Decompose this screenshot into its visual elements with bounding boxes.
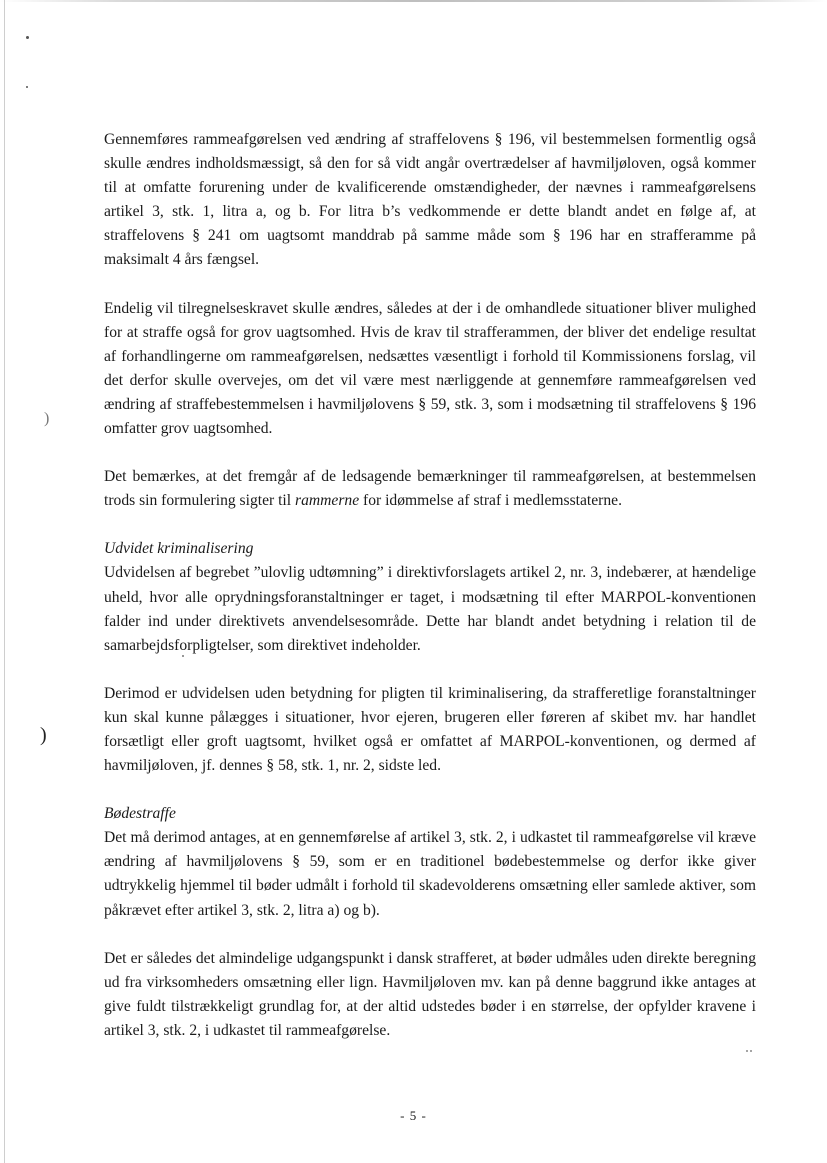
scan-left-edge (4, 0, 5, 1163)
document-body (104, 128, 756, 1067)
emphasized-word: rammerne (295, 492, 360, 510)
paragraph-text: Det bemærkes, at det fremgår af de ledsagende bemærkninger til rammeafgørelsen, at bestemmelsen trods sin formulering sigter til (104, 468, 756, 510)
section-heading-udvidet-kriminalisering: Udvidet kriminalisering (104, 540, 254, 558)
paragraph-udgangspunkt: Det er således det almindelige udgangspunkt i dansk strafferet, at bøder udmåles uden direkte beregning ud fra virksomheders omsætning eller lign. Havmiljøloven mv. kan på denne baggrund ikke antages at give fuldt tilstrækkeligt grundlag for, at der altid udstedes bøder i en størrelse, der opfylder kravene i artikel 3, stk. 2, i udkastet til rammeafgørelse. (104, 949, 756, 1039)
scan-top-edge (0, 0, 827, 2)
binding-hole-mark: ) (44, 410, 50, 427)
section-heading-bodestraffe: Bødestraffe (104, 805, 176, 823)
paragraph-straffelov-196: Gennemføres rammeafgørelsen ved ændring af straffelovens § 196, vil bestemmelsen formentlig også skulle ændres indholdsmæssigt, så den for så vidt angår overtrædelser af havmiljøloven, også kommer til at omfatte forurening under de kvalificerende omstændigheder, der nævnes i rammeafgørelsens artikel 3, stk. 1, litra a, og b. For litra b’s vedkommende er dette blandt andet en følge af, at straffelovens § 241 om uagtsomt manddrab på samme måde som § 196 har en strafferamme på maksimalt 4 års fængsel. (104, 131, 756, 269)
paragraph-bemaerkninger (104, 465, 756, 513)
paragraph-text: for idømmelse af straf i medlemsstaterne. (359, 492, 622, 510)
scan-speck (26, 36, 29, 39)
paragraph-artikel-3-stk-2: Det må derimod antages, at en gennemførelse af artikel 3, stk. 2, i udkastet til rammeafgørelse vil kræve ændring af havmiljølovens § 59, som er en traditionel bødebestemmelse og derfor ikke giver udtrykkelig hjemmel til bøder udmålt i forhold til skadevolderens omsætning eller samlede aktiver, som påkrævet efter artikel 3, stk. 2, litra a) og b). (104, 829, 756, 919)
paragraph-pligt-kriminalisering: Derimod er udvidelsen uden betydning for pligten til kriminalisering, da strafferetlige foranstaltninger kun skal kunne pålægges i situationer, hvor ejeren, brugeren eller føreren af skibet mv. har handlet forsætligt eller groft uagtsomt, hvilket også er omfattet af MARPOL-konventionen, og dermed af havmiljøloven, jf. dennes § 58, stk. 1, nr. 2, sidste led. (104, 684, 756, 775)
scan-speck (26, 86, 28, 88)
paragraph-tilregnelseskrav: Endelig vil tilregnelseskravet skulle ændres, således at der i de omhandlede situationer bliver mulighed for at straffe også for grov uagtsomhed. Hvis de krav til strafferammen, der bliver det endelige resultat af forhandlingerne om rammeafgørelsen, nedsættes væsentligt i forhold til Kommissionens forslag, vil det derfor skulle overvejes, om det vil være mest nærliggende at gennemføre rammeafgørelsen ved ændring af straffebestemmelsen i havmiljølovens § 59, stk. 3, som i modsætning til straffelovens § 196 omfatter grov uagtsomhed. (104, 299, 756, 438)
paragraph-ulovlig-udtomning: Udvidelsen af begrebet ”ulovlig udtømning” i direktivforslagets artikel 2, nr. 3, indebærer, at hændelige uheld, hvor alle oprydningsforanstaltninger er taget, i modsætning til efter MARPOL-konventionen falder ind under direktivets anvendelsesområde. Dette har blandt andet betydning i relation til de samarbejdsforpligtelser, som direktivet indeholder. (104, 564, 756, 654)
binding-hole-mark: ) (40, 724, 47, 746)
page-number: - 5 - (400, 1108, 427, 1123)
